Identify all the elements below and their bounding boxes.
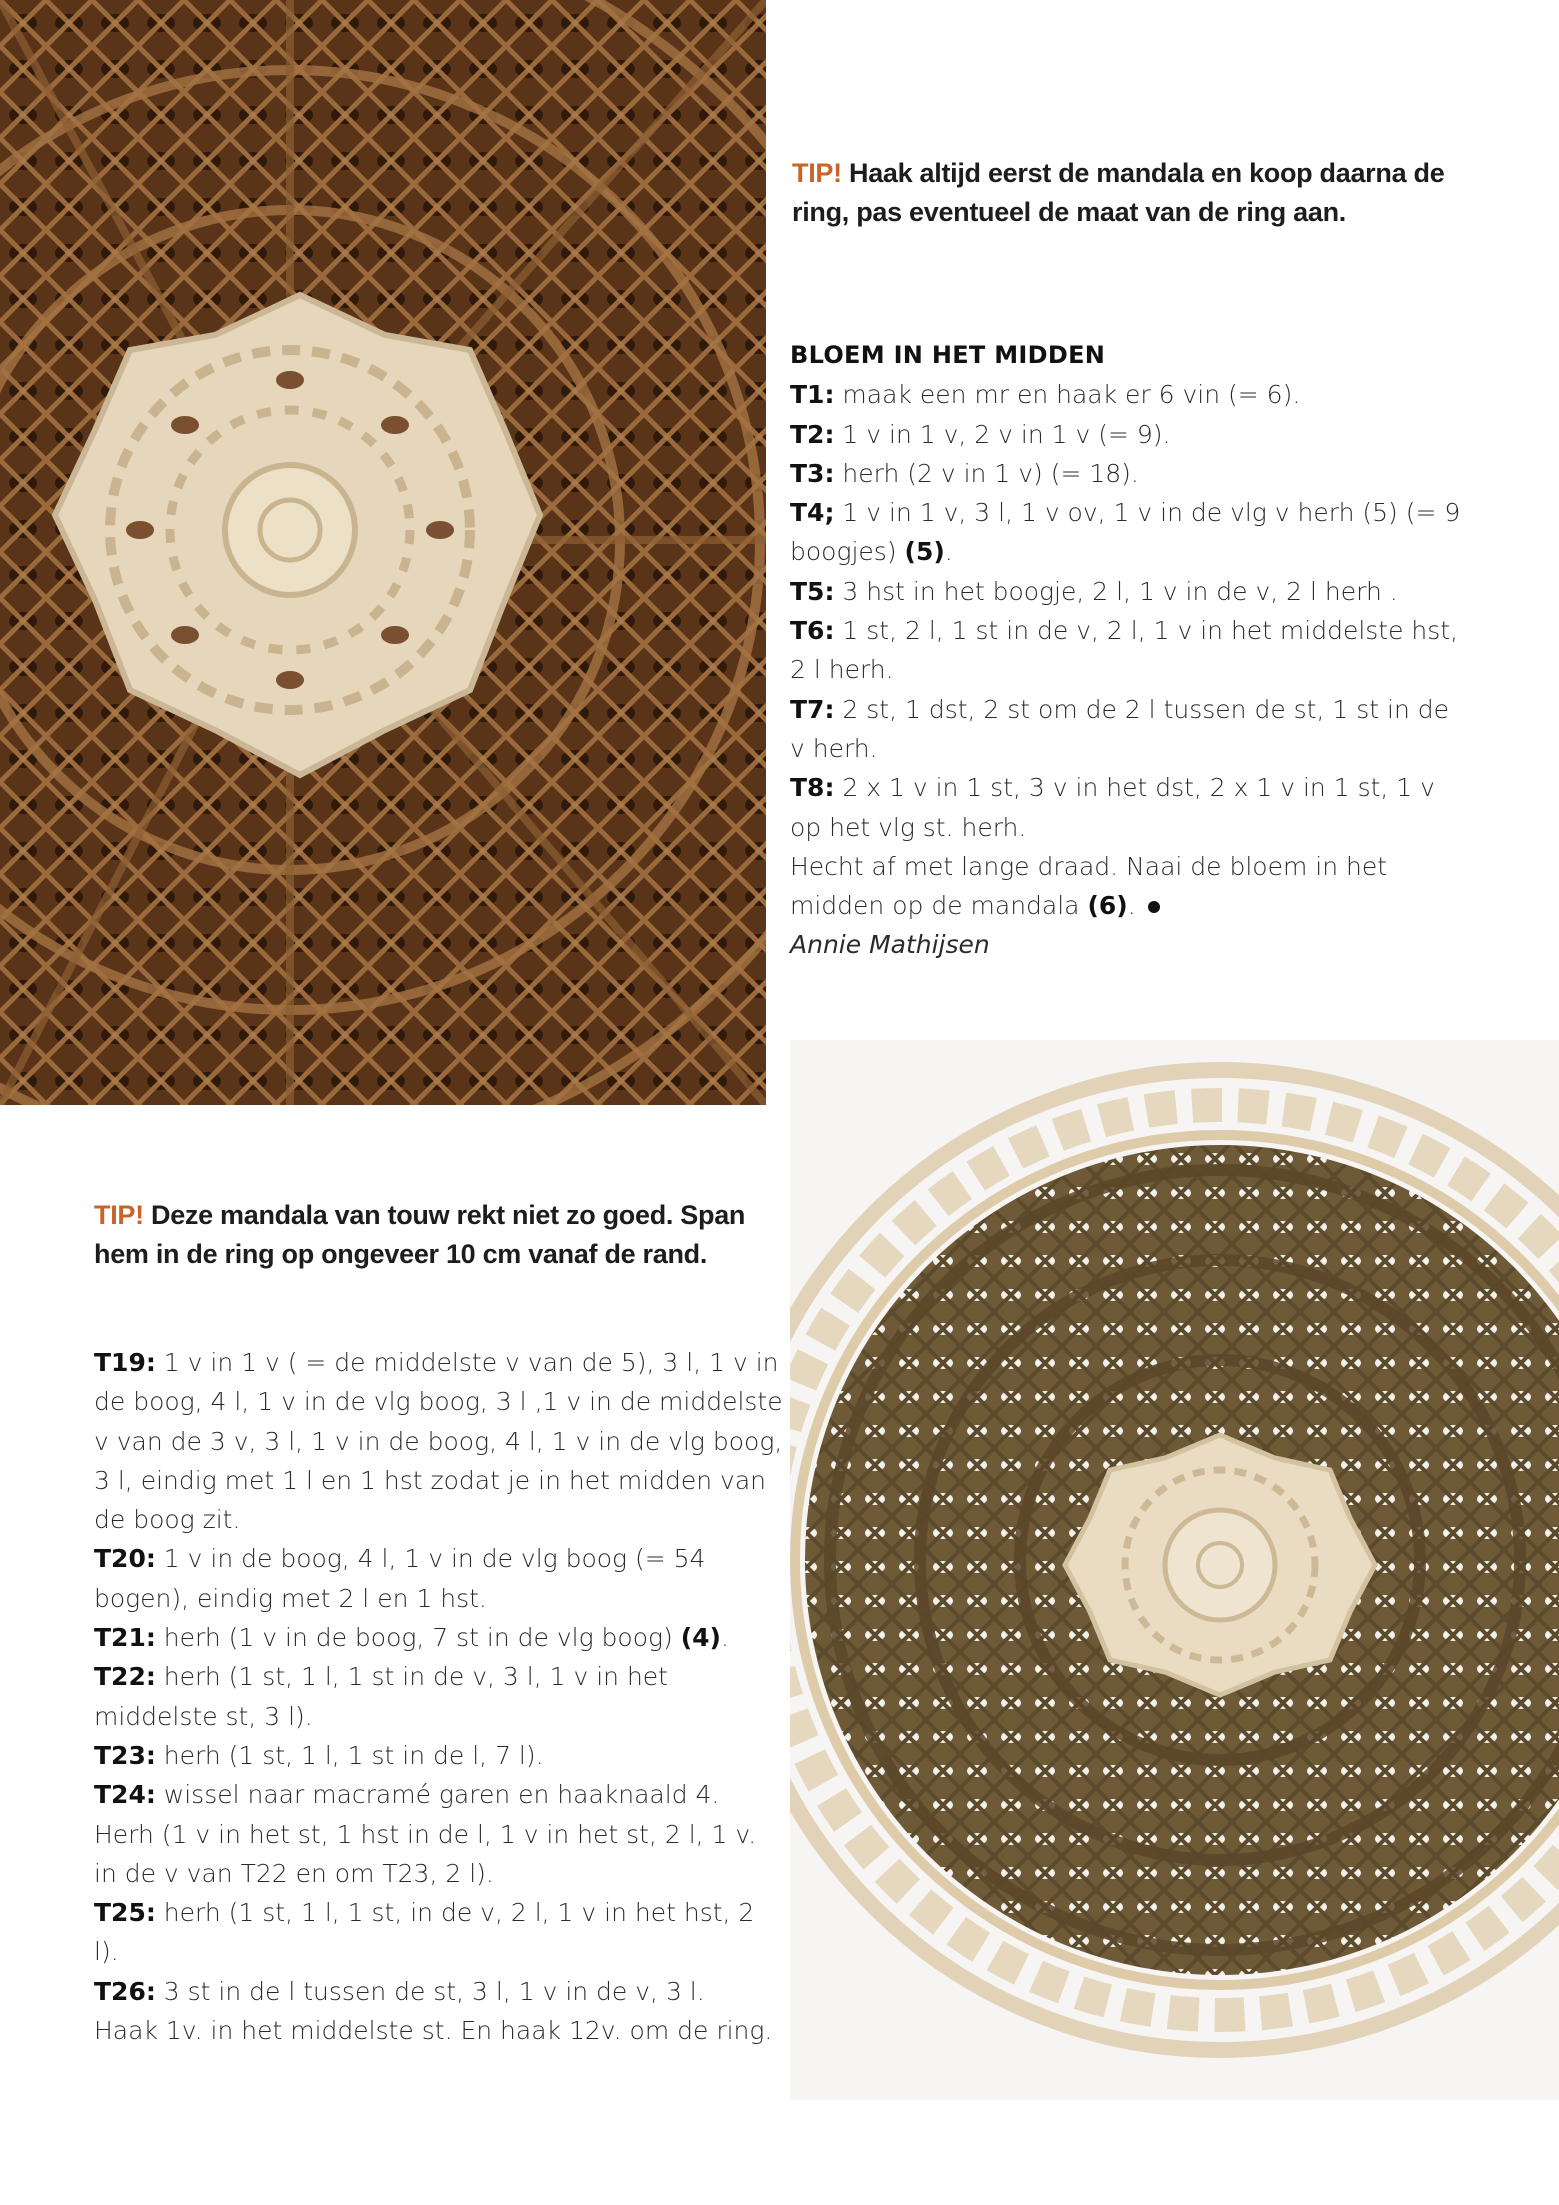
instruction-row-t26 — [94, 1972, 784, 2011]
mandala-closeup-photo — [0, 0, 766, 1105]
row-text: wissel naar macramé garen en haaknaald 4. Herh (1 v in het st, 1 hst in de l, 1 v in het st, 2 l, 1 v. in de v van T22 en om T23, 2 l). — [94, 1780, 757, 1888]
row-label: T23: — [94, 1740, 156, 1770]
section-heading: BLOEM IN HET MIDDEN — [790, 341, 1106, 369]
instruction-row-t23 — [94, 1736, 784, 1775]
row-text: 1 v in de boog, 4 l, 1 v in de vlg boog (= 54 bogen), eindig met 2 l en 1 hst. — [94, 1544, 706, 1613]
row-text: 1 st, 2 l, 1 st in de v, 2 l, 1 v in het middelste hst, 2 l herh. — [790, 616, 1459, 685]
row-label: T20: — [94, 1544, 156, 1574]
row-label: T1: — [790, 380, 835, 410]
closing-instruction — [790, 847, 1470, 926]
tip-ring-size — [792, 154, 1492, 232]
figure-ref: (6) — [1087, 891, 1128, 921]
row-text-end: . — [720, 1623, 729, 1653]
row-text: 2 x 1 v in 1 st, 3 v in het dst, 2 x 1 v in 1 st, 1 v op het vlg st. herh. — [790, 773, 1435, 842]
instruction-row-t7 — [790, 690, 1470, 769]
row-label: T24: — [94, 1780, 156, 1810]
row-text: herh (1 st, 1 l, 1 st, in de v, 2 l, 1 v in het hst, 2 l). — [94, 1898, 755, 1967]
row-label: T26: — [94, 1976, 156, 2006]
instruction-row-t24 — [94, 1775, 784, 1893]
row-label: T25: — [94, 1898, 156, 1928]
row-text: 1 v in 1 v, 2 v in 1 v (= 9). — [834, 419, 1171, 449]
tip-label: TIP! — [94, 1200, 144, 1230]
tip-text: Haak altijd eerst de mandala en koop daarna de ring, pas eventueel de maat van de ring aan. — [792, 158, 1445, 227]
mandala-ring-illustration — [790, 1040, 1559, 2100]
instruction-row-t8 — [790, 768, 1470, 847]
cream-flower-center — [1065, 1435, 1375, 1695]
row-label: T19: — [94, 1348, 156, 1377]
instruction-row-t25 — [94, 1893, 784, 1972]
instruction-row-t20 — [94, 1539, 784, 1618]
author-name: Annie Mathijsen — [790, 930, 990, 960]
instruction-row-t6 — [790, 611, 1470, 690]
row-text: 3 st in de l tussen de st, 3 l, 1 v in de v, 3 l. — [155, 1976, 705, 2006]
tip-label: TIP! — [792, 158, 842, 188]
mandala-ring-photo — [790, 1040, 1559, 2100]
instruction-row-t1 — [790, 375, 1470, 414]
tip-rope-tension — [94, 1196, 784, 1274]
row-label: T4; — [790, 498, 835, 528]
instruction-row-t4 — [790, 493, 1470, 572]
closing-text: Hecht af met lange draad. Naai de bloem in het midden op de mandala — [790, 851, 1388, 921]
row-label: T8: — [790, 773, 835, 803]
row-text: herh (1 st, 1 l, 1 st in de l, 7 l). — [155, 1740, 544, 1770]
flower-instructions — [790, 336, 1470, 965]
row-text: 1 v in 1 v ( = de middelste v van de 5), 3 l, 1 v in de boog, 4 l, 1 v in de vlg boog, 3 l ,1 v in de middelste v van de 3 v, 3 l, 1 v in de boog, 4 l, 1 v in de vlg boog, 3 l, eindig met 1 l en 1 hst zodat je in het midden van de boog zit. — [94, 1348, 783, 1535]
row-label: T21: — [94, 1623, 156, 1653]
ring-instructions — [94, 1343, 784, 2050]
row-text: herh (1 st, 1 l, 1 st in de v, 3 l, 1 v in het middelste st, 3 l). — [94, 1662, 668, 1731]
end-bullet-icon — [1148, 901, 1160, 913]
instruction-row-t3 — [790, 454, 1470, 493]
row-text: herh (1 v in de boog, 7 st in de vlg boog) — [155, 1623, 681, 1653]
closing-text-end: . — [1127, 891, 1136, 921]
instruction-row-t2 — [790, 415, 1470, 454]
row-text: 3 hst in het boogje, 2 l, 1 v in de v, 2 l herh . — [834, 576, 1398, 606]
crochet-jute-texture — [0, 0, 766, 1105]
row-text: herh (2 v in 1 v) (= 18). — [834, 458, 1139, 488]
instruction-row-t19 — [94, 1343, 784, 1539]
figure-ref: (4) — [680, 1623, 721, 1653]
instruction-row-t22 — [94, 1657, 784, 1736]
row-label: T5: — [790, 576, 835, 606]
row-label: T2: — [790, 419, 835, 449]
row-label: T22: — [94, 1662, 156, 1692]
row-text: maak een mr en haak er 6 vin (= 6). — [834, 380, 1301, 410]
row-text: 1 v in 1 v, 3 l, 1 v ov, 1 v in de vlg v herh (5) (= 9 boogjes) — [790, 498, 1461, 567]
closing-instruction: Haak 1v. in het middelste st. En haak 12v. om de ring. — [94, 2016, 773, 2046]
row-text: 2 st, 1 dst, 2 st om de 2 l tussen de st, 1 st in de v herh. — [790, 694, 1449, 763]
row-label: T3: — [790, 458, 835, 488]
row-label: T7: — [790, 694, 835, 724]
row-label: T6: — [790, 616, 835, 646]
row-text-end: . — [944, 537, 953, 567]
instruction-row-t21 — [94, 1618, 784, 1657]
instruction-row-t5 — [790, 572, 1470, 611]
figure-ref: (5) — [904, 537, 945, 567]
tip-text: Deze mandala van touw rekt niet zo goed. Span hem in de ring op ongeveer 10 cm vanaf de rand. — [94, 1200, 746, 1269]
